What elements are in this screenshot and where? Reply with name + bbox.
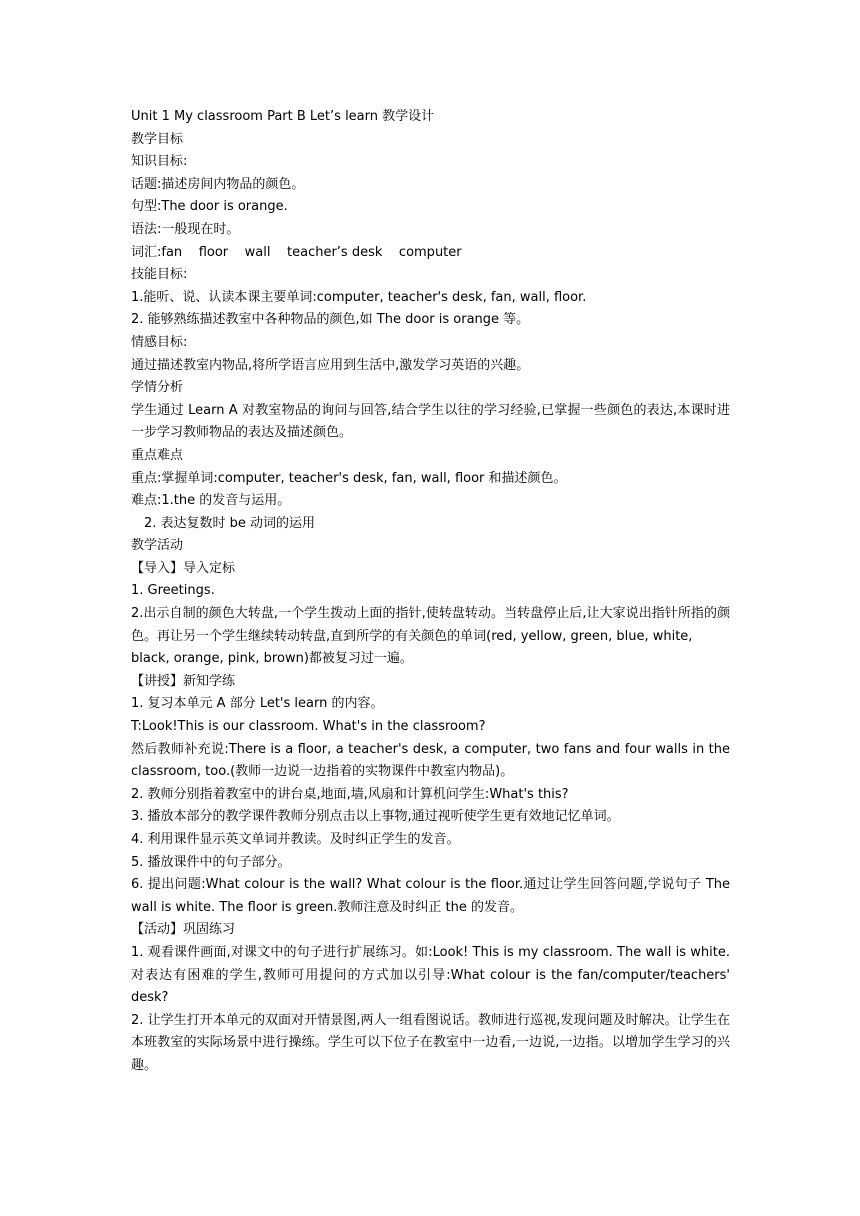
intro-item-3: black, orange, pink, brown)都被复习过一遍。 xyxy=(131,651,413,667)
key-point: 重点:掌握单词:computer, teacher's desk, fan, wall, floor 和描述颜色。 xyxy=(131,470,567,486)
key-heading: 重点难点 xyxy=(131,447,184,463)
analysis-heading: 学情分析 xyxy=(131,380,184,396)
teach-heading: 【讲授】新知学练 xyxy=(131,673,236,689)
teach-item-4: 2. 教师分别指着教室中的讲台桌,地面,墙,风扇和计算机问学生:What's this? xyxy=(131,786,569,802)
skill-item-2: 2. 能够熟练描述教室中各种物品的颜色,如 The door is orange 等。 xyxy=(131,312,530,328)
intro-heading: 【导入】导入定标 xyxy=(131,560,236,576)
goals-heading: 教学目标 xyxy=(131,131,184,147)
practice-item-1: 1. 观看课件画面,对课文中的句子进行扩展练习。如:Look! This is my classroom. The wall is white. 对表达有困难的学生,教师可用提问的方式加以引导:What colour is the fan/computer/teachers' desk? xyxy=(131,944,730,1006)
teach-item-1: 1. 复习本单元 A 部分 Let's learn 的内容。 xyxy=(131,696,384,712)
teach-item-8: 6. 提出问题:What colour is the wall? What colour is the floor.通过让学生回答问题,学说句子 The wall is white. The floor is green.教师注意及时纠正 the 的发音。 xyxy=(131,877,730,915)
intro-item-1: 1. Greetings. xyxy=(131,583,215,599)
teach-item-6: 4. 利用课件显示英文单词并教读。及时纠正学生的发音。 xyxy=(131,832,460,847)
difficulty-2: 2. 表达复数时 be 动词的运用 xyxy=(144,515,316,531)
skill-heading: 技能目标: xyxy=(131,267,188,283)
document-title: Unit 1 My classroom Part B Let’s learn 教学设计 xyxy=(131,109,435,124)
teach-item-7: 5. 播放课件中的句子部分。 xyxy=(131,854,291,870)
emotion-heading: 情感目标: xyxy=(131,334,188,350)
intro-item-2: 2.出示自制的颜色大转盘,一个学生拨动上面的指针,使转盘转动。当转盘停止后,让大家说出指针所指的颜色。再让另一个学生继续转动转盘,直到所学的有关颜色的单词(red, yellow, green, blue, white, xyxy=(131,606,730,644)
skill-item-1: 1.能听、说、认读本课主要单词:computer, teacher's desk, fan, wall, floor. xyxy=(131,289,587,305)
teach-item-3: 然后教师补充说:There is a floor, a teacher's desk, a computer, two fans and four walls in the classroom, too.(教师一边说一边指着的实物课件中教室内物品)。 xyxy=(131,741,730,780)
emotion-text: 通过描述教室内物品,将所学语言应用到生活中,激发学习英语的兴趣。 xyxy=(131,357,530,373)
analysis-text: 学生通过 Learn A 对教室物品的询问与回答,结合学生以往的学习经验,已掌握一些颜色的表达,本课时进一步学习教师物品的表达及描述颜色。 xyxy=(131,402,730,441)
teach-item-2: T:Look!This is our classroom. What's in the classroom? xyxy=(131,719,486,735)
teach-item-5: 3. 播放本部分的教学课件教师分别点击以上事物,通过视听使学生更有效地记忆单词。 xyxy=(131,809,620,825)
practice-heading: 【活动】巩固练习 xyxy=(131,922,236,938)
topic-line: 话题:描述房间内物品的颜色。 xyxy=(131,176,305,192)
difficulty-1: 难点:1.the 的发音与运用。 xyxy=(131,493,291,509)
knowledge-heading: 知识目标: xyxy=(131,154,188,170)
activity-heading: 教学活动 xyxy=(131,538,184,554)
vocab-line: 词汇:fan floor wall teacher’s desk computer xyxy=(131,244,462,260)
practice-item-2: 2. 让学生打开本单元的双面对开情景图,两人一组看图说话。教师进行巡视,发现问题及时解决。让学生在本班教室的实际场景中进行操练。学生可以下位子在教室中一边看,一边说,一边指。以增加学生学习的兴趣。 xyxy=(131,1012,730,1073)
grammar-line: 语法:一般现在时。 xyxy=(131,221,240,237)
sentence-line: 句型:The door is orange. xyxy=(131,199,288,215)
document-page xyxy=(131,106,730,1078)
